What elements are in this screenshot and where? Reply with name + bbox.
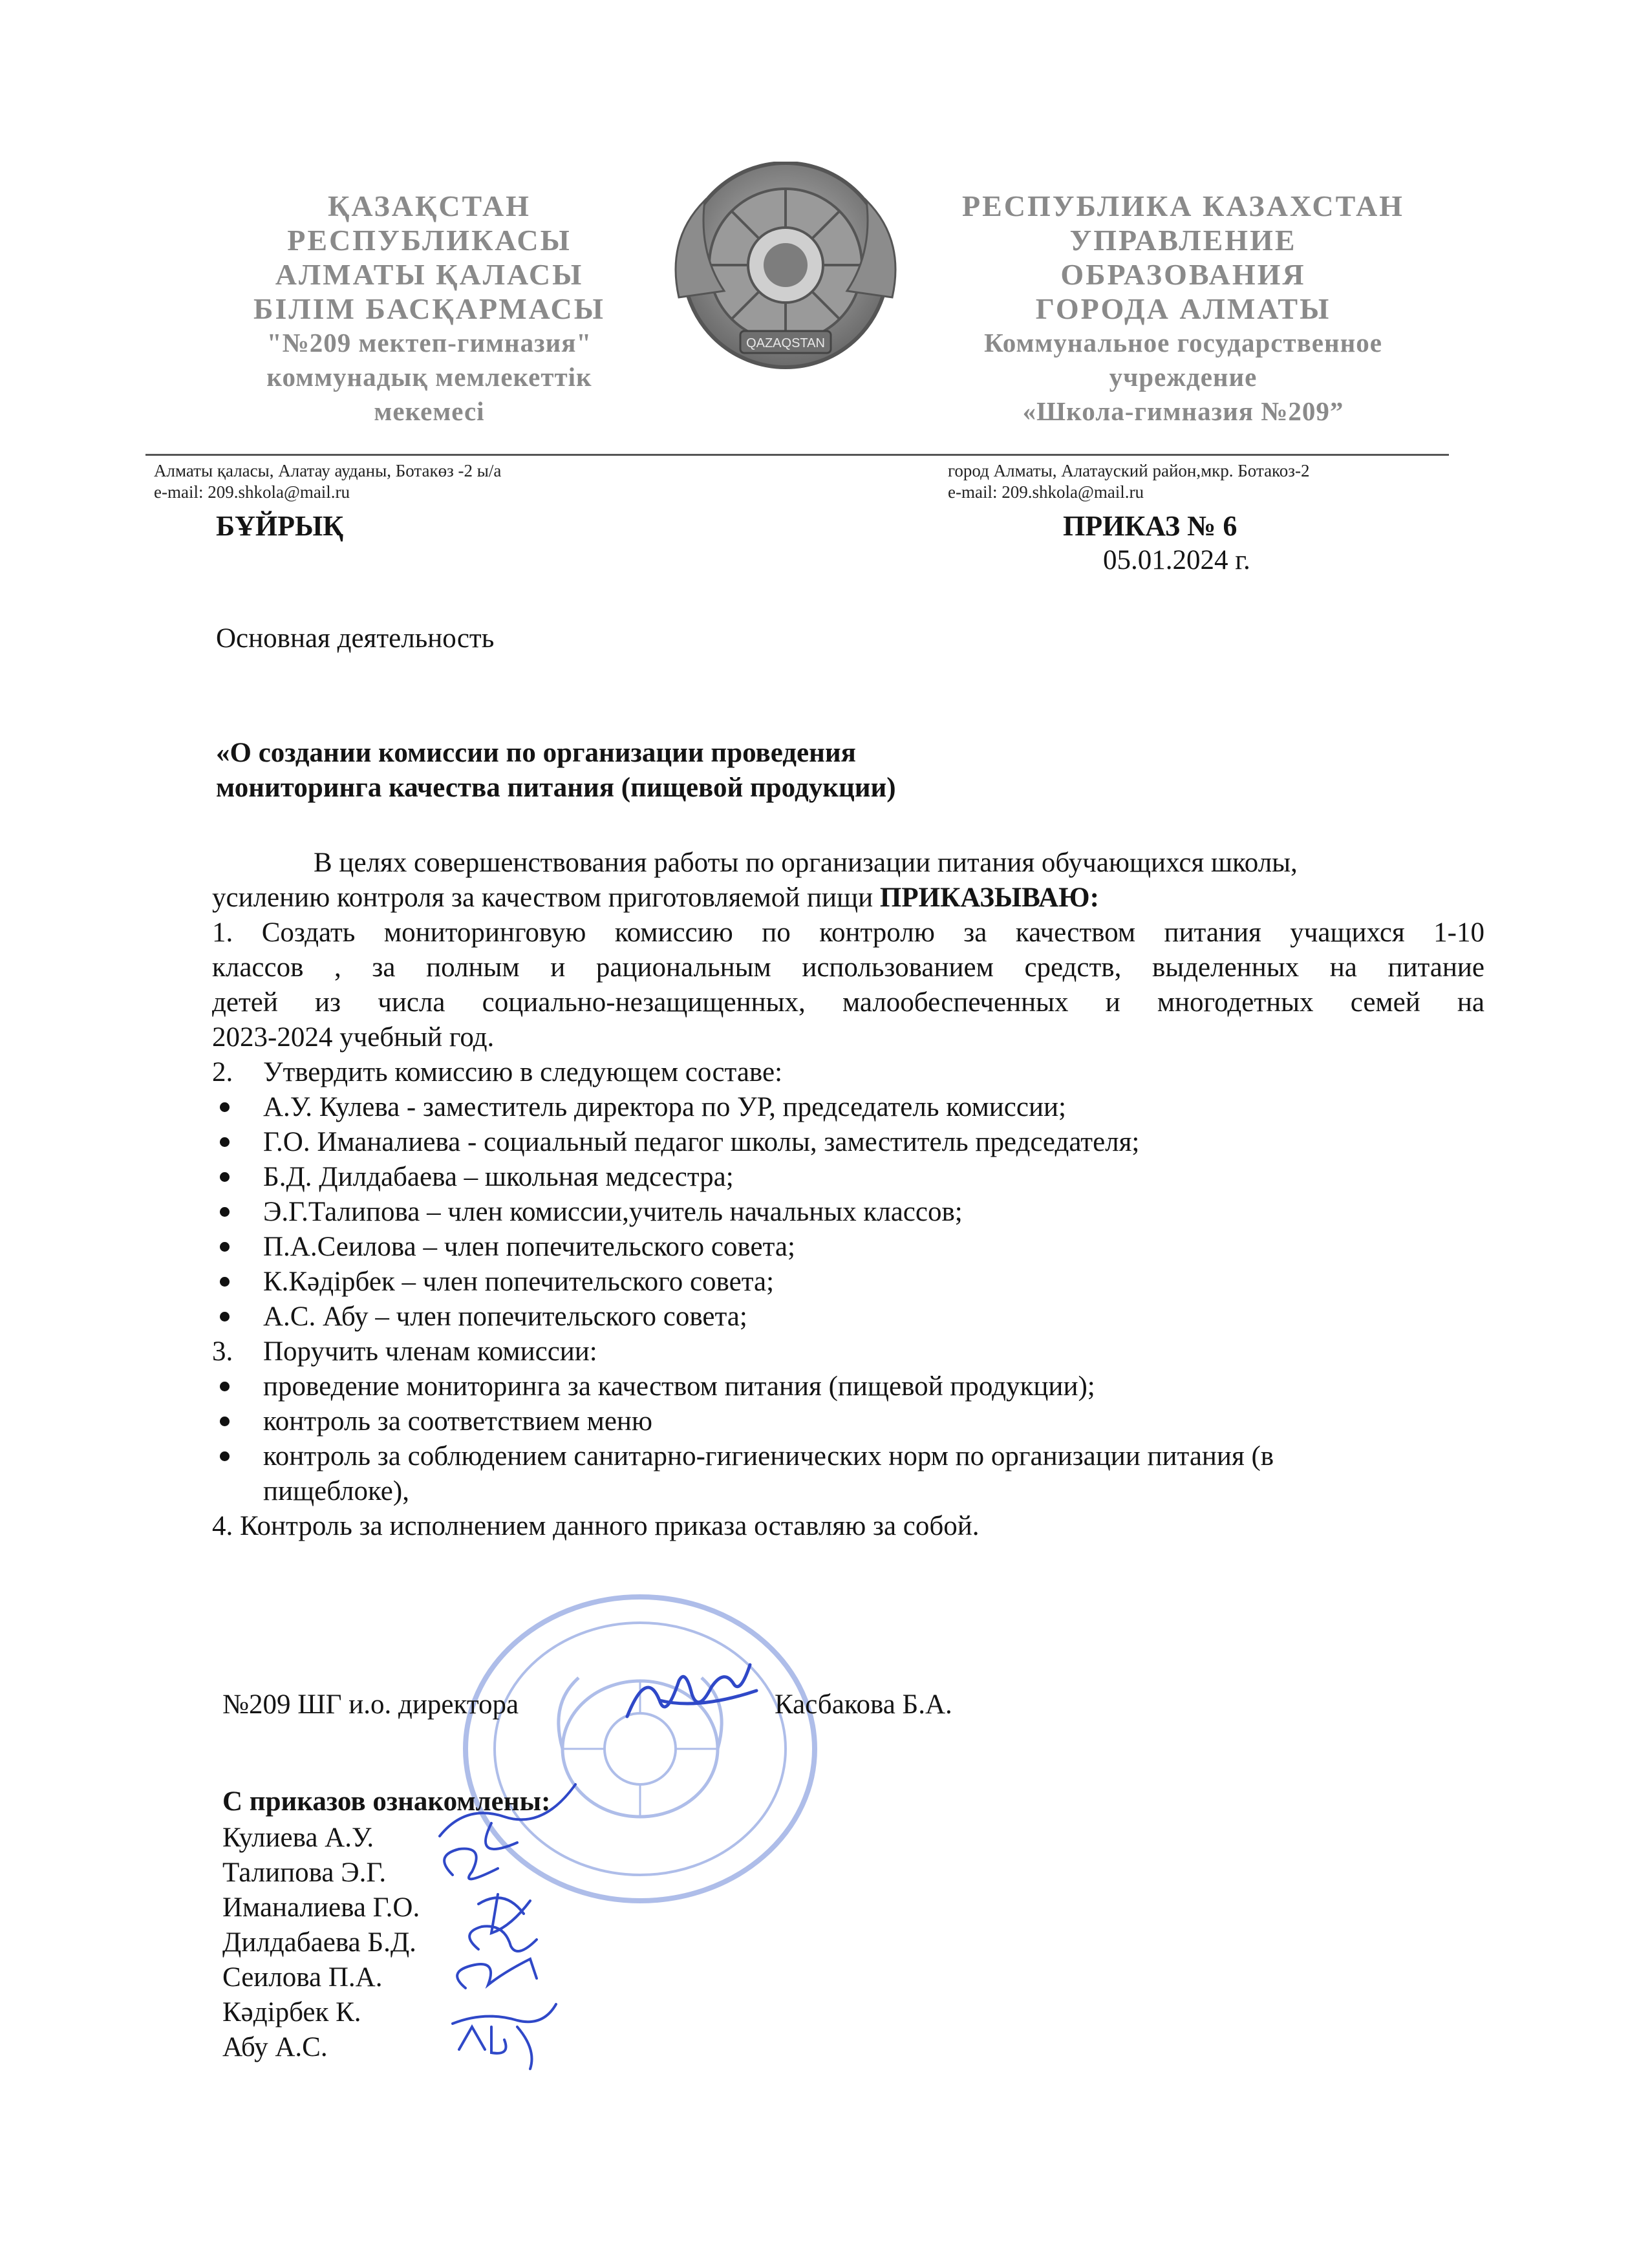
- item-number: 2.: [212, 1057, 233, 1087]
- header-left-kz: [164, 189, 694, 429]
- member-item: [212, 1265, 1484, 1300]
- acknowledged-name: Кулиева А.У.: [222, 1823, 374, 1853]
- header-right-line: ГОРОДА АЛМАТЫ: [1035, 292, 1331, 325]
- item-text: Поручить членам комиссии:: [263, 1336, 597, 1367]
- duty-item: [212, 1369, 1484, 1404]
- header-right-line: Коммунальное государственное: [984, 328, 1382, 358]
- acknowledged-name: Кәдірбек К.: [222, 1997, 361, 2027]
- right-email: e-mail: 209.shkola@mail.ru: [948, 482, 1144, 502]
- acknowledged-name: Сеилова П.А.: [222, 1962, 383, 1993]
- intro-line: [212, 881, 1484, 915]
- header-right-line: РЕСПУБЛИКА КАЗАХСТАН: [962, 189, 1404, 222]
- header-left-line: ҚАЗАҚСТАН: [328, 189, 531, 222]
- acknowledged-list: [222, 1821, 420, 2065]
- header-right-line: «Школа-гимназия №209”: [1022, 396, 1344, 426]
- bullet-icon: [220, 1417, 230, 1426]
- member-text: Б.Д. Дилдабаева – школьная медсестра;: [263, 1162, 734, 1192]
- bullet-icon: [220, 1102, 230, 1112]
- member-text: К.Кәдірбек – член попечительского совета;: [263, 1267, 775, 1297]
- member-item: [212, 1230, 1484, 1265]
- header-left-line: коммунадық мемлекеттік: [266, 362, 592, 392]
- bullet-icon: [220, 1137, 230, 1147]
- bullet-icon: [220, 1451, 230, 1461]
- bullet-icon: [220, 1172, 230, 1182]
- duty-continuation: пищеблоке),: [263, 1476, 409, 1506]
- director-signature: [621, 1655, 763, 1739]
- duty-text: контроль за соответствием меню: [263, 1406, 653, 1437]
- bullet-icon: [220, 1312, 230, 1321]
- member-text: Г.О. Иманалиева - социальный педагог школы, заместитель председателя;: [263, 1127, 1140, 1157]
- order-category: Основная деятельность: [216, 623, 495, 654]
- right-address-block: [948, 460, 1309, 503]
- bullet-icon: [220, 1207, 230, 1217]
- member-item: [212, 1160, 1484, 1195]
- left-address-block: [154, 460, 501, 503]
- order-label-kz: БҰЙРЫҚ: [216, 510, 344, 542]
- header-left-line: "№209 мектеп-гимназия": [266, 328, 592, 358]
- emblem-text: QAZAQSTAN: [746, 336, 825, 350]
- bullet-icon: [220, 1242, 230, 1252]
- member-item: [212, 1195, 1484, 1230]
- header-right-line: ОБРАЗОВАНИЯ: [1060, 258, 1306, 291]
- header-left-line: АЛМАТЫ ҚАЛАСЫ: [275, 258, 584, 291]
- header-right-line: учреждение: [1109, 362, 1258, 392]
- acknowledged-name: Талипова Э.Г.: [222, 1857, 387, 1888]
- member-text: Э.Г.Талипова – член комиссии,учитель начальных классов;: [263, 1197, 963, 1227]
- item-number: 3.: [212, 1336, 233, 1367]
- order-title: [216, 736, 896, 806]
- member-item: [212, 1300, 1484, 1334]
- bullet-icon: [220, 1277, 230, 1287]
- intro-line: В целях совершенствования работы по организации питания обучающихся школы,: [314, 848, 1298, 878]
- header-right-ru: [918, 189, 1448, 429]
- order-title-line: мониторинга качества питания (пищевой продукции): [216, 773, 896, 803]
- member-item: [212, 1090, 1484, 1125]
- order-title-line: «О создании комиссии по организации проведения: [216, 738, 856, 768]
- header-right-line: УПРАВЛЕНИЕ: [1069, 224, 1297, 257]
- acknowledged-heading: С приказов ознакомлены:: [222, 1786, 551, 1817]
- order-body: [212, 846, 1484, 1544]
- acknowledged-name: Дилдабаева Б.Д.: [222, 1927, 416, 1958]
- signatory-position: №209 ШГ и.о. директора: [222, 1689, 519, 1720]
- member-text: А.У. Кулева - заместитель директора по УР, председатель комиссии;: [263, 1092, 1066, 1122]
- header-divider: [145, 454, 1449, 456]
- item-text: Утвердить комиссию в следующем составе:: [263, 1057, 783, 1087]
- item2: [212, 1055, 1484, 1090]
- header-left-line: БІЛІМ БАСҚАРМАСЫ: [253, 292, 605, 325]
- item1-line: детей из числа социально-незащищенных, малообеспеченных и многодетных семей на: [212, 987, 1484, 1018]
- handwritten-signatures: [427, 1765, 634, 2075]
- member-text: П.А.Сеилова – член попечительского совета;: [263, 1232, 795, 1262]
- item4: 4. Контроль за исполнением данного приказа оставляю за собой.: [212, 1511, 980, 1541]
- duty-item: [212, 1439, 1484, 1474]
- kazakhstan-emblem: [653, 162, 918, 375]
- order-label-ru: ПРИКАЗ № 6: [1063, 510, 1238, 542]
- item3: [212, 1334, 1484, 1369]
- member-text: А.С. Абу – член попечительского совета;: [263, 1301, 747, 1332]
- left-address: Алматы қаласы, Алатау ауданы, Ботакөз -2 ы/а: [154, 461, 502, 480]
- acknowledged-name: Абу А.С.: [222, 2032, 328, 2062]
- order-date: 05.01.2024 г.: [1103, 545, 1250, 575]
- item1-line: 1. Создать мониторинговую комиссию по контролю за качеством питания учащихся 1-10: [212, 917, 1484, 948]
- item1-line: 2023-2024 учебный год.: [212, 1022, 495, 1053]
- intro-text: усилению контроля за качеством приготовляемой пищи: [212, 883, 880, 913]
- right-address: город Алматы, Алатауский район,мкр. Ботакоз-2: [948, 461, 1310, 480]
- directive-word: ПРИКАЗЫВАЮ:: [879, 883, 1099, 913]
- duty-item: [212, 1404, 1484, 1439]
- duty-text: контроль за соблюдением санитарно-гигиенических норм по организации питания (в: [263, 1441, 1274, 1471]
- member-item: [212, 1125, 1484, 1160]
- duty-text: проведение мониторинга за качеством питания (пищевой продукции);: [263, 1371, 1095, 1402]
- item1-line: классов , за полным и рациональным использованием средств, выделенных на питание: [212, 952, 1484, 983]
- acknowledged-name: Иманалиева Г.О.: [222, 1892, 420, 1923]
- signatory-name: Касбакова Б.А.: [775, 1689, 952, 1720]
- header-left-line: мекемесі: [374, 396, 485, 426]
- left-email: e-mail: 209.shkola@mail.ru: [154, 482, 350, 502]
- header-left-line: РЕСПУБЛИКАСЫ: [287, 224, 572, 257]
- bullet-icon: [220, 1382, 230, 1391]
